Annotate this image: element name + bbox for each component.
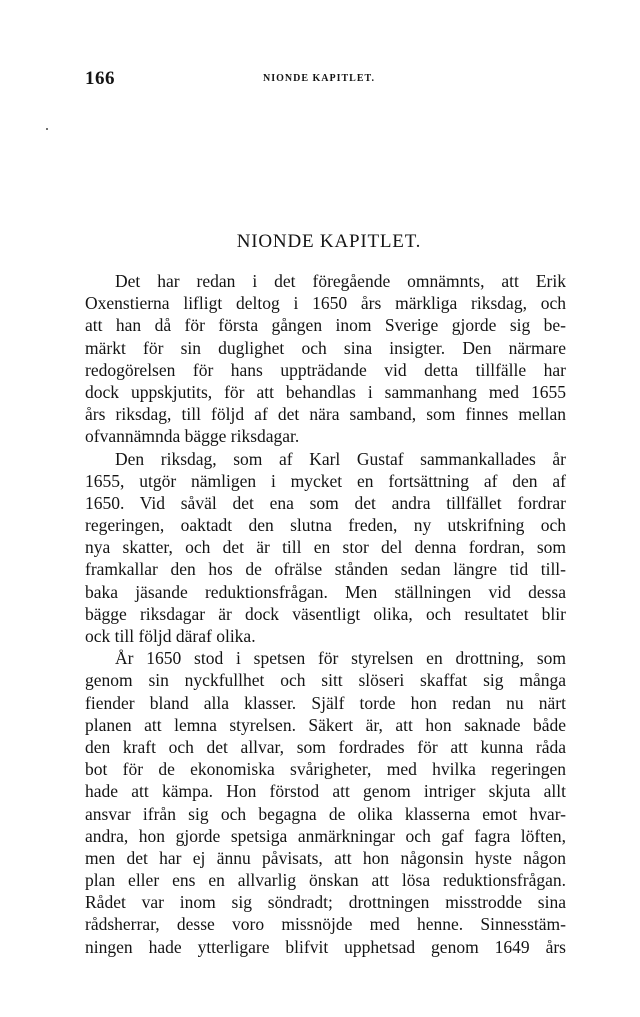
text-line: hade att kämpa. Hon förstod att genom intriger skjuta allt — [85, 781, 566, 802]
text-line: den kraft och det allvar, som fordrades för att kunna råda — [85, 736, 566, 757]
text-line: regeringen, oaktadt den slutna freden, ny utskrifning och — [85, 515, 566, 536]
text-line: ningen hade ytterligare blifvit upphetsad genom 1649 års — [85, 936, 566, 957]
text-line: nya skatter, och det är till en stor del denna fordran, som — [85, 537, 566, 558]
text-line: ansvar ifrån sig och begagna de olika klasserna emot hvar- — [85, 803, 566, 824]
text-line: rådsherrar, desse voro missnöjde med henne. Sinnesstäm- — [85, 914, 566, 935]
text-line: års riksdag, till följd af det nära samband, som finnes mellan — [85, 404, 566, 425]
text-line: 1650. Vid såväl det ena som det andra tillfället fordrar — [85, 492, 566, 513]
text-line: 1655, utgör nämligen i mycket en fortsättning af den af — [85, 470, 566, 491]
text-line: baka jäsande reduktionsfrågan. Men ställningen vid dessa — [85, 581, 566, 602]
text-line: andra, hon gjorde spetsiga anmärkningar och gaf fagra löften, — [85, 825, 566, 846]
text-line: dock uppskjutits, för att behandlas i sammanhang med 1655 — [85, 381, 566, 402]
text-line: redogörelsen för hans uppträdande vid detta tillfälle har — [85, 359, 566, 380]
text-line: År 1650 stod i spetsen för styrelsen en drottning, som — [115, 648, 566, 669]
text-line: ofvannämnda bägge riksdagar. — [85, 426, 300, 447]
text-line: Det har redan i det föregående omnämnts, att Erik — [115, 271, 566, 291]
text-line: genom sin nyckfullhet och sitt slöseri skaffat sig många — [85, 670, 566, 691]
text-line: märkt för sin duglighet och sina insigter. Den närmare — [85, 337, 566, 358]
text-line: men det har ej ännu påvisats, att hon någonsin hyste någon — [85, 847, 566, 868]
text-line: plan eller ens en allvarlig önskan att lösa reduktionsfrågan. — [85, 870, 566, 891]
text-line: bägge riksdagar är dock väsentligt olika, och resultatet blir — [85, 603, 566, 624]
page-number: 166 — [85, 68, 115, 89]
running-head — [85, 68, 565, 92]
scan-speck — [46, 128, 48, 130]
text-line: att han då för första gången inom Sverige gjorde sig be- — [85, 315, 566, 336]
running-title: NIONDE KAPITLET. — [263, 73, 375, 84]
text-line: ock till följd däraf olika. — [85, 626, 256, 646]
text-line: planen att lemna styrelsen. Säkert är, att hon saknade både — [85, 714, 566, 735]
text-line: bot för de ekonomiska svårigheter, med hvilka regeringen — [85, 759, 566, 780]
text-line: fiender bland alla klasser. Själf torde hon redan nu närt — [85, 692, 566, 713]
chapter-title: NIONDE KAPITLET. — [236, 231, 422, 252]
text-line: Rådet var inom sig söndradt; drottningen misstrodde sina — [85, 892, 566, 913]
text-line: framkallar den hos de ofrälse stånden sedan längre tid till- — [85, 559, 566, 580]
text-line: Den riksdag, som af Karl Gustaf sammankallades år — [115, 448, 566, 469]
text-line: Oxenstierna lifligt deltog i 1650 års märkliga riksdag, och — [85, 293, 566, 314]
body-text — [85, 270, 566, 958]
